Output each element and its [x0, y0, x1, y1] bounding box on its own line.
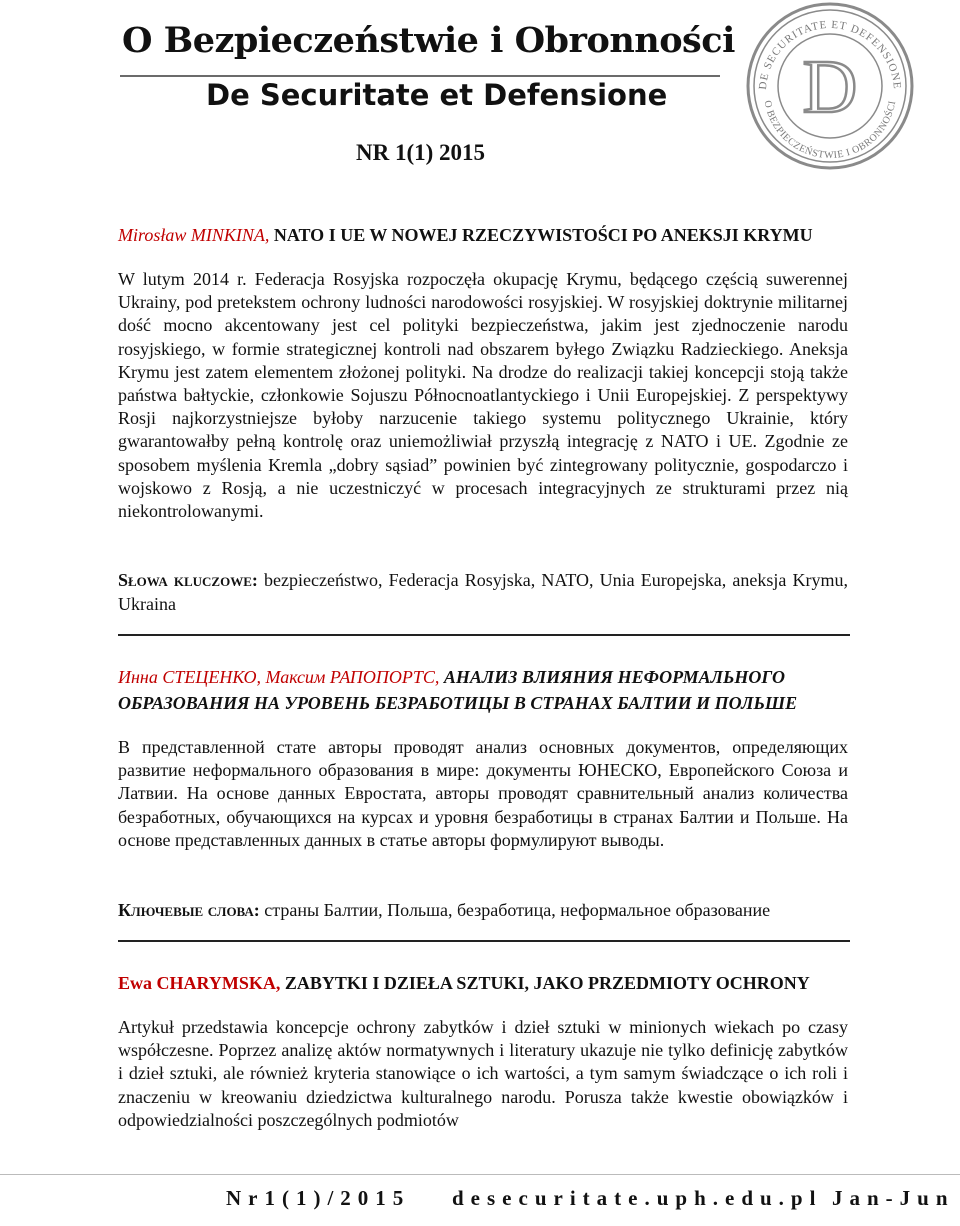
keywords-label: Ключевые слова:: [118, 900, 260, 920]
keywords-list: страны Балтии, Польша, безработица, неформальное образование: [259, 900, 771, 920]
article-separator: [118, 940, 850, 942]
article-1-title: NATO I UE W NOWEJ RZECZYWISTOŚCI PO ANEKSJI KRYMU: [269, 225, 813, 245]
svg-text:DE SECURITATE ET DEFENSIONE: DE SECURITATE ET DEFENSIONE: [756, 18, 904, 91]
article-1-heading: [118, 222, 848, 248]
article-3-heading: [118, 970, 848, 996]
article-2-abstract: В представленной стате авторы проводят анализ основных документов, определяющих развитие неформального образования в мире: документы ЮНЕСКО, Европейского Союза и Латвии. На основе данных Евростата, авторы проводят сравнительный анализ количества безработных, обучающихся на курсах и уровня безработицы в странах Балтии и Польше. На основе представленных данных в статье авторы формулируют выводы.: [118, 737, 848, 850]
article-1-abstract: W lutym 2014 r. Federacja Rosyjska rozpoczęła okupację Krymu, będącego częścią suwerennej Ukrainy, pod pretekstem ochrony ludności narodowości rosyjskiej. W rosyjskiej doktrynie militarnej dość mocno akcentowany jest cel polityki bezpieczeństwa, jakim jest zjednoczenie narodu rosyjskiego, w formie strategicznej kontroli nad obszarem byłego Związku Radzieckiego. Aneksja Krymu jest zatem elementem złożonej polityki. Na drodze do realizacji takiej koncepcji stoją także państwa bałtyckie, członkowie Sojuszu Północnoatlantyckiego i Unii Europejskiej. Z perspektywy Rosji najkorzystniejsze byłoby narzucenie takiego systemu politycznego Ukrainie, który gwarantowałby pełną kontrolę oraz uniemożliwiał przyszłą integrację z NATO i UE. Zgodnie ze sposobem myślenia Kremla „dobry sąsiad” powinien być zintegrowany politycznie, gospodarczo i wojskowo z Rosją, a nie uczestniczyć w procesach integracyjnych ze strukturami przez nią niekontrolowanymi.: [118, 269, 848, 522]
article-separator: [118, 634, 850, 636]
keywords-list: bezpieczeństwo, Federacja Rosyjska, NATO, Unia Europejska, aneksja Krymu, Ukraina: [118, 570, 848, 614]
svg-text:O BEZPIECZEŃSTWIE I OBRONNOŚCI: O BEZPIECZEŃSTWIE I OBRONNOŚCI: [761, 99, 899, 162]
article-1-keywords: [118, 568, 848, 616]
journal-latin-title: De Securitate et Defensione: [206, 78, 668, 112]
journal-seal-logo: [736, 0, 924, 172]
footer-website[interactable]: desecuritate.uph.edu.pl: [452, 1186, 823, 1210]
footer-issue: Nr1(1)/2015: [226, 1186, 411, 1210]
svg-text:D: D: [802, 45, 858, 129]
article-3-author: Ewa CHARYMSKA,: [118, 973, 281, 993]
keywords-label: Słowa kluczowe:: [118, 570, 258, 590]
article-2-keywords: [118, 898, 848, 922]
footer-period: Jan-Jun: [832, 1186, 955, 1210]
article-3-abstract: Artykuł przedstawia koncepcje ochrony zabytków i dzieł sztuki w minionych wiekach po czasy współczesne. Poprzez analizę aktów normatywnych i literatury ukazuje nie tylko definicję zabytków i dzieł sztuki, ale również kryteria stanowiące o ich wartości, a tym samym świadczące o ich roli i znaczeniu w kreowaniu dziedzictwa kulturalnego narodu. Porusza także kwestie obowiązków i odpowiedzialności poszczególnych podmiotów: [118, 1017, 848, 1130]
article-2-title: АНАЛИЗ ВЛИЯНИЯ НЕФОРМАЛЬНОГО ОБРАЗОВАНИЯ НА УРОВЕНЬ БЕЗРАБОТИЦЫ В СТРАНАХ БАЛТИИ И ПОЛЬШЕ: [118, 667, 798, 713]
journal-title: O Bezpieczeństwie i Obronności: [122, 20, 735, 61]
article-2-author: Инна СТЕЦЕНКО, Максим РАПОПОРТС,: [118, 667, 440, 687]
footer-divider: [0, 1174, 960, 1175]
article-2-heading: [118, 664, 848, 716]
article-1-author: Mirosław MINKINA,: [118, 225, 270, 245]
masthead-divider: [120, 75, 720, 77]
article-3-title: ZABYTKI I DZIEŁA SZTUKI, JAKO PRZEDMIOTY OCHRONY: [280, 973, 810, 993]
issue-number: NR 1(1) 2015: [356, 140, 486, 165]
